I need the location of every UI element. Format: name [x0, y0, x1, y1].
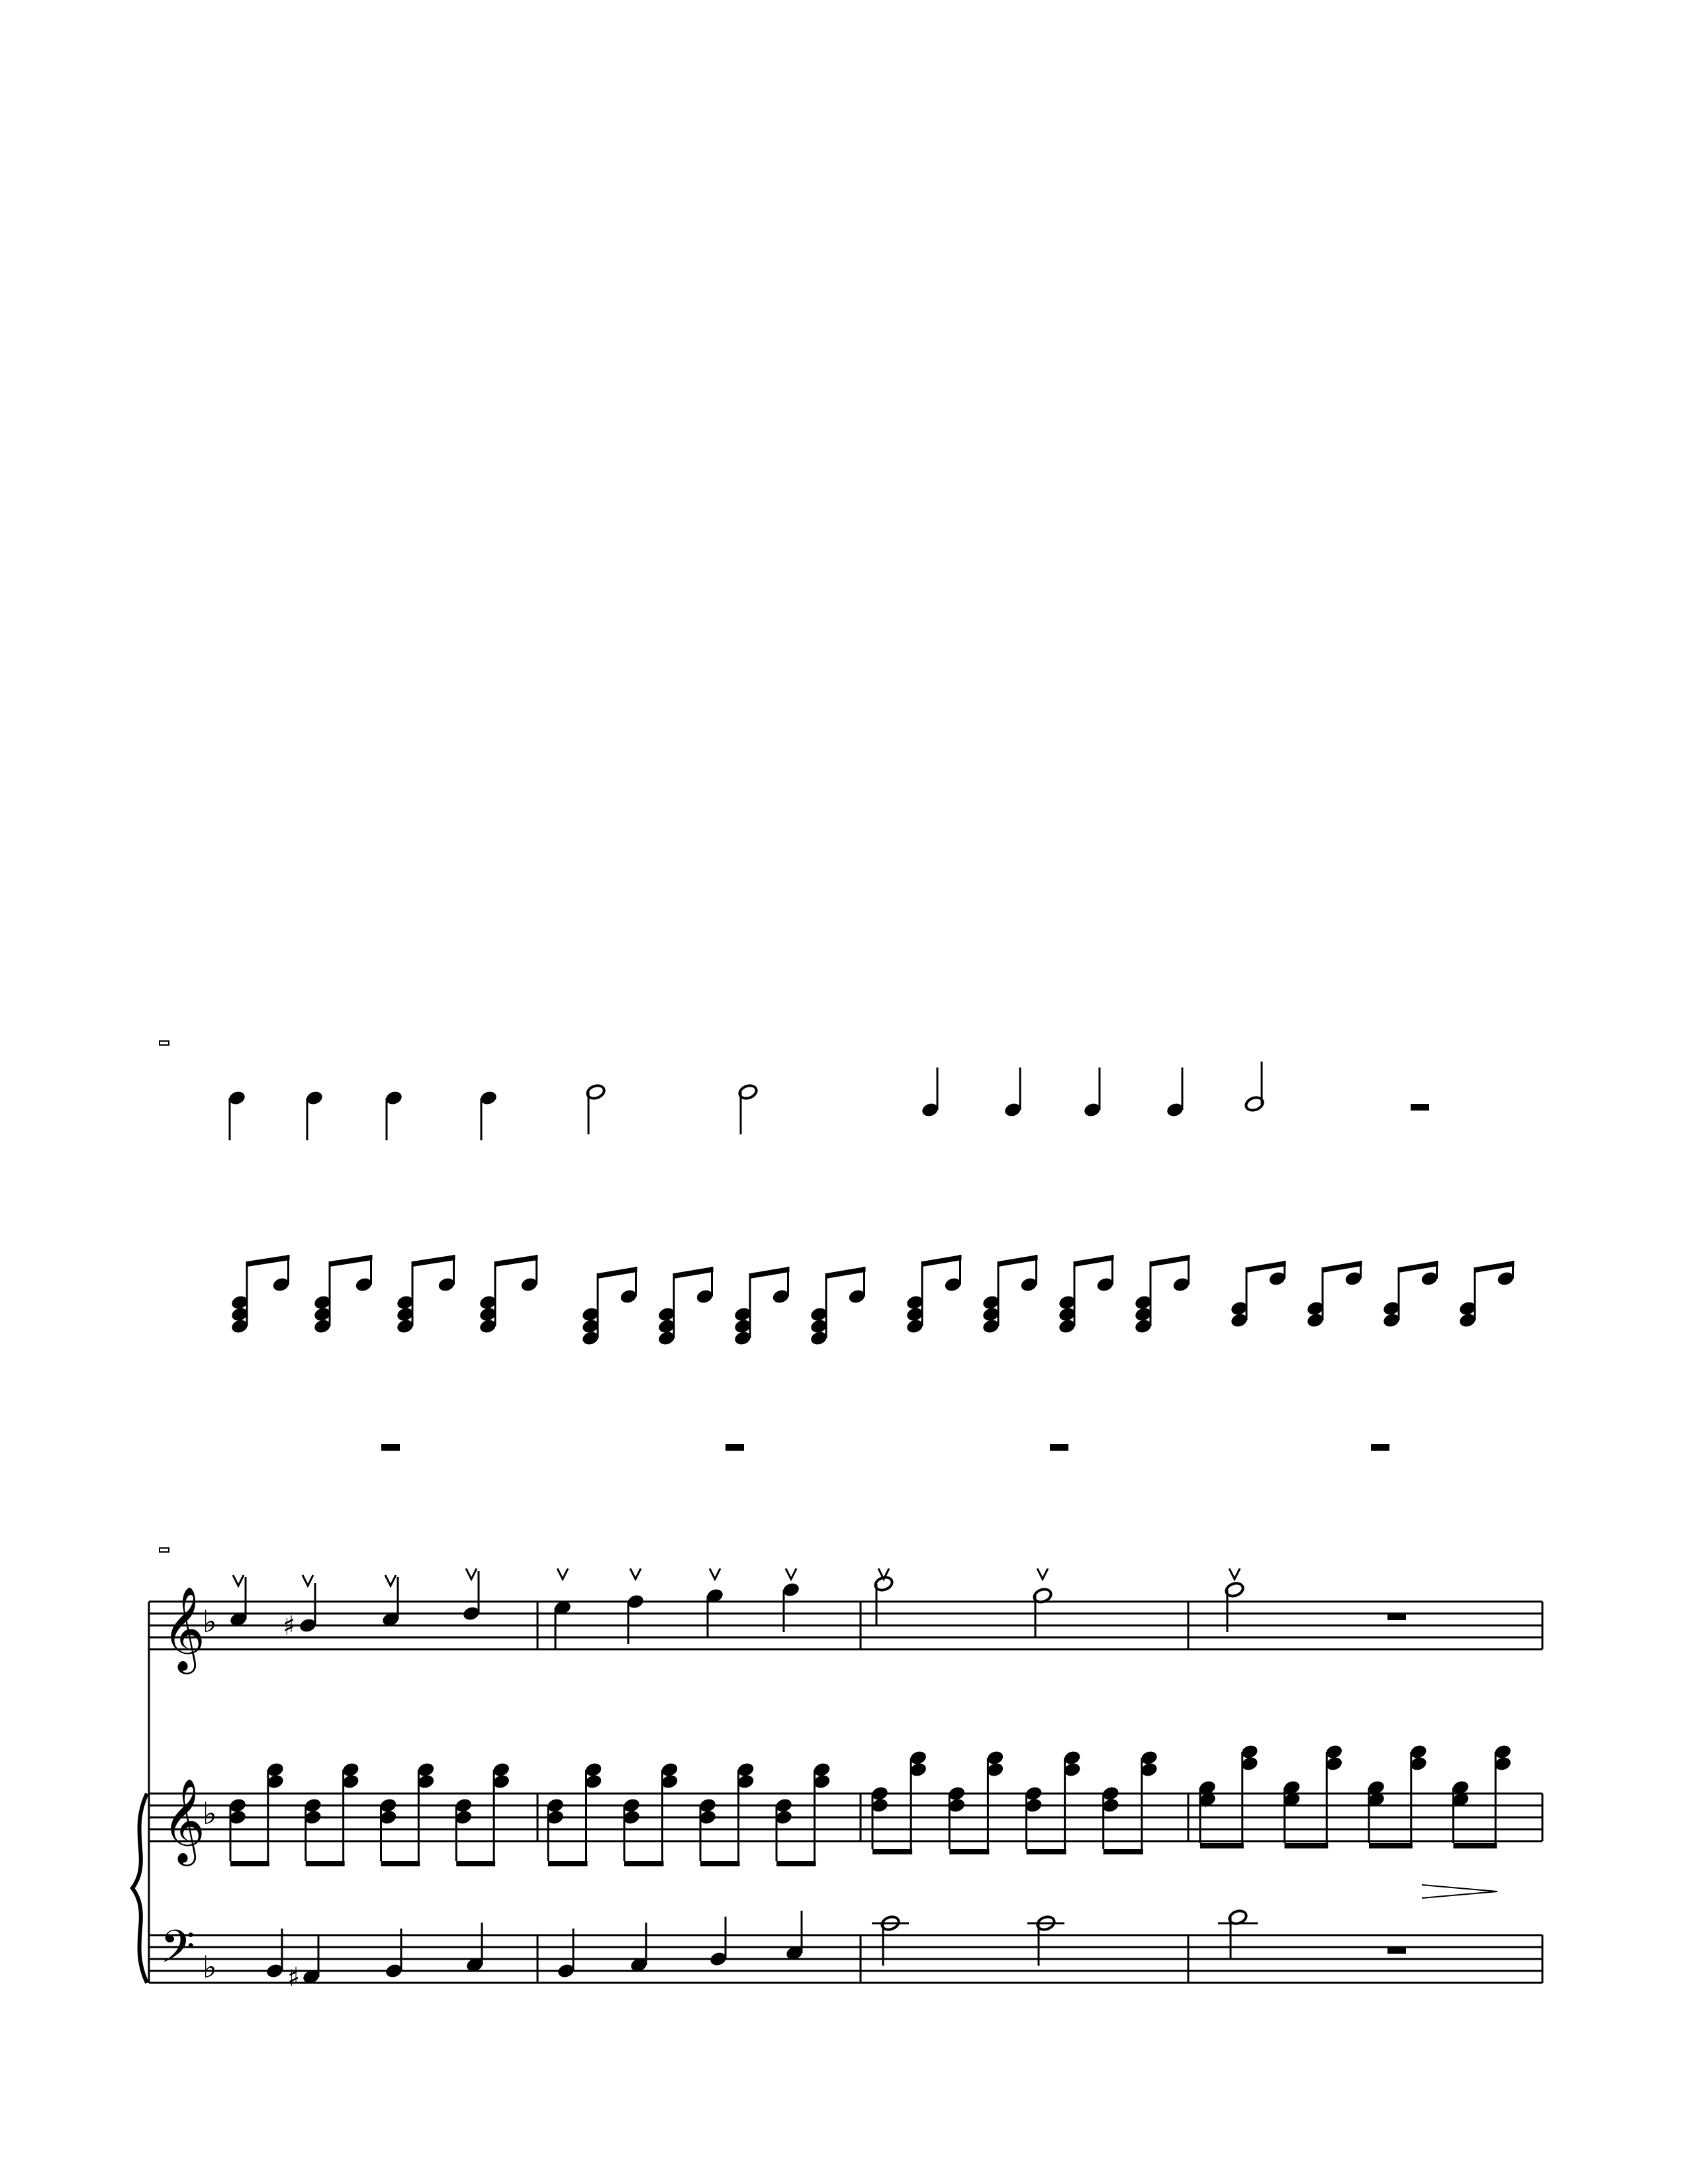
whole-rest: [1387, 1947, 1406, 1954]
decrescendo-hairpin: [1422, 1885, 1497, 1898]
note-stems: [230, 1062, 1513, 1977]
beam: [412, 1255, 455, 1267]
sharp-sign: ♯: [287, 1962, 301, 1993]
beam: [230, 1861, 269, 1866]
beam: [247, 1255, 290, 1267]
beam: [1285, 1843, 1329, 1848]
beam: [1103, 1849, 1143, 1854]
beam: [922, 1255, 962, 1267]
beam: [598, 1267, 637, 1279]
key-flat: ♭: [203, 1796, 217, 1831]
note-heads: [228, 1083, 1515, 1985]
treble-clef: 𝄞: [162, 1586, 206, 1670]
whole-rest: [381, 1444, 400, 1451]
piano-brace: [132, 1794, 147, 1983]
whole-rest: [726, 1444, 744, 1451]
beam: [1475, 1261, 1515, 1273]
staff-lines: [149, 1602, 1542, 1983]
whole-rest: [1050, 1444, 1068, 1451]
accent-marks: [233, 1569, 1240, 1586]
beam: [776, 1861, 816, 1866]
beam: [456, 1861, 495, 1866]
beam: [998, 1255, 1038, 1267]
key-flat: ♭: [203, 1949, 217, 1985]
accent-mark: [1229, 1569, 1240, 1579]
beam: [1454, 1843, 1497, 1848]
beam: [1246, 1261, 1286, 1273]
key-flat: ♭: [203, 1604, 217, 1639]
beam: [548, 1861, 588, 1866]
accent-mark: [466, 1569, 477, 1579]
beam: [330, 1255, 373, 1267]
sharp-sign: ♯: [283, 1611, 296, 1641]
beam: [1323, 1261, 1362, 1273]
accent-mark: [1037, 1569, 1048, 1579]
beam: [1027, 1849, 1066, 1854]
beam: [1150, 1255, 1190, 1267]
beam: [1074, 1255, 1114, 1267]
beam: [1399, 1261, 1438, 1273]
accent-mark: [303, 1575, 313, 1586]
beam: [872, 1849, 912, 1854]
beam: [1200, 1843, 1244, 1848]
beam: [674, 1267, 714, 1279]
beam: [700, 1861, 740, 1866]
accent-mark: [786, 1569, 796, 1579]
accent-mark: [233, 1575, 244, 1586]
accent-mark: [630, 1569, 641, 1579]
beam: [750, 1267, 790, 1279]
beam: [949, 1849, 989, 1854]
accent-mark: [385, 1575, 396, 1586]
beam: [381, 1861, 420, 1866]
treble-clef: 𝄞: [162, 1778, 206, 1862]
whole-rest: [1387, 1614, 1406, 1620]
accent-mark: [710, 1569, 720, 1579]
whole-rest: [1371, 1444, 1389, 1451]
beam: [624, 1861, 664, 1866]
bass-clef: 𝄢: [160, 1921, 195, 1984]
whole-rest: [1411, 1104, 1429, 1111]
sharp-sign: ♯: [1201, 1784, 1215, 1814]
beam: [495, 1255, 538, 1267]
accent-mark: [557, 1569, 568, 1579]
beam: [1369, 1843, 1413, 1848]
beam: [306, 1861, 345, 1866]
beam: [826, 1267, 866, 1279]
